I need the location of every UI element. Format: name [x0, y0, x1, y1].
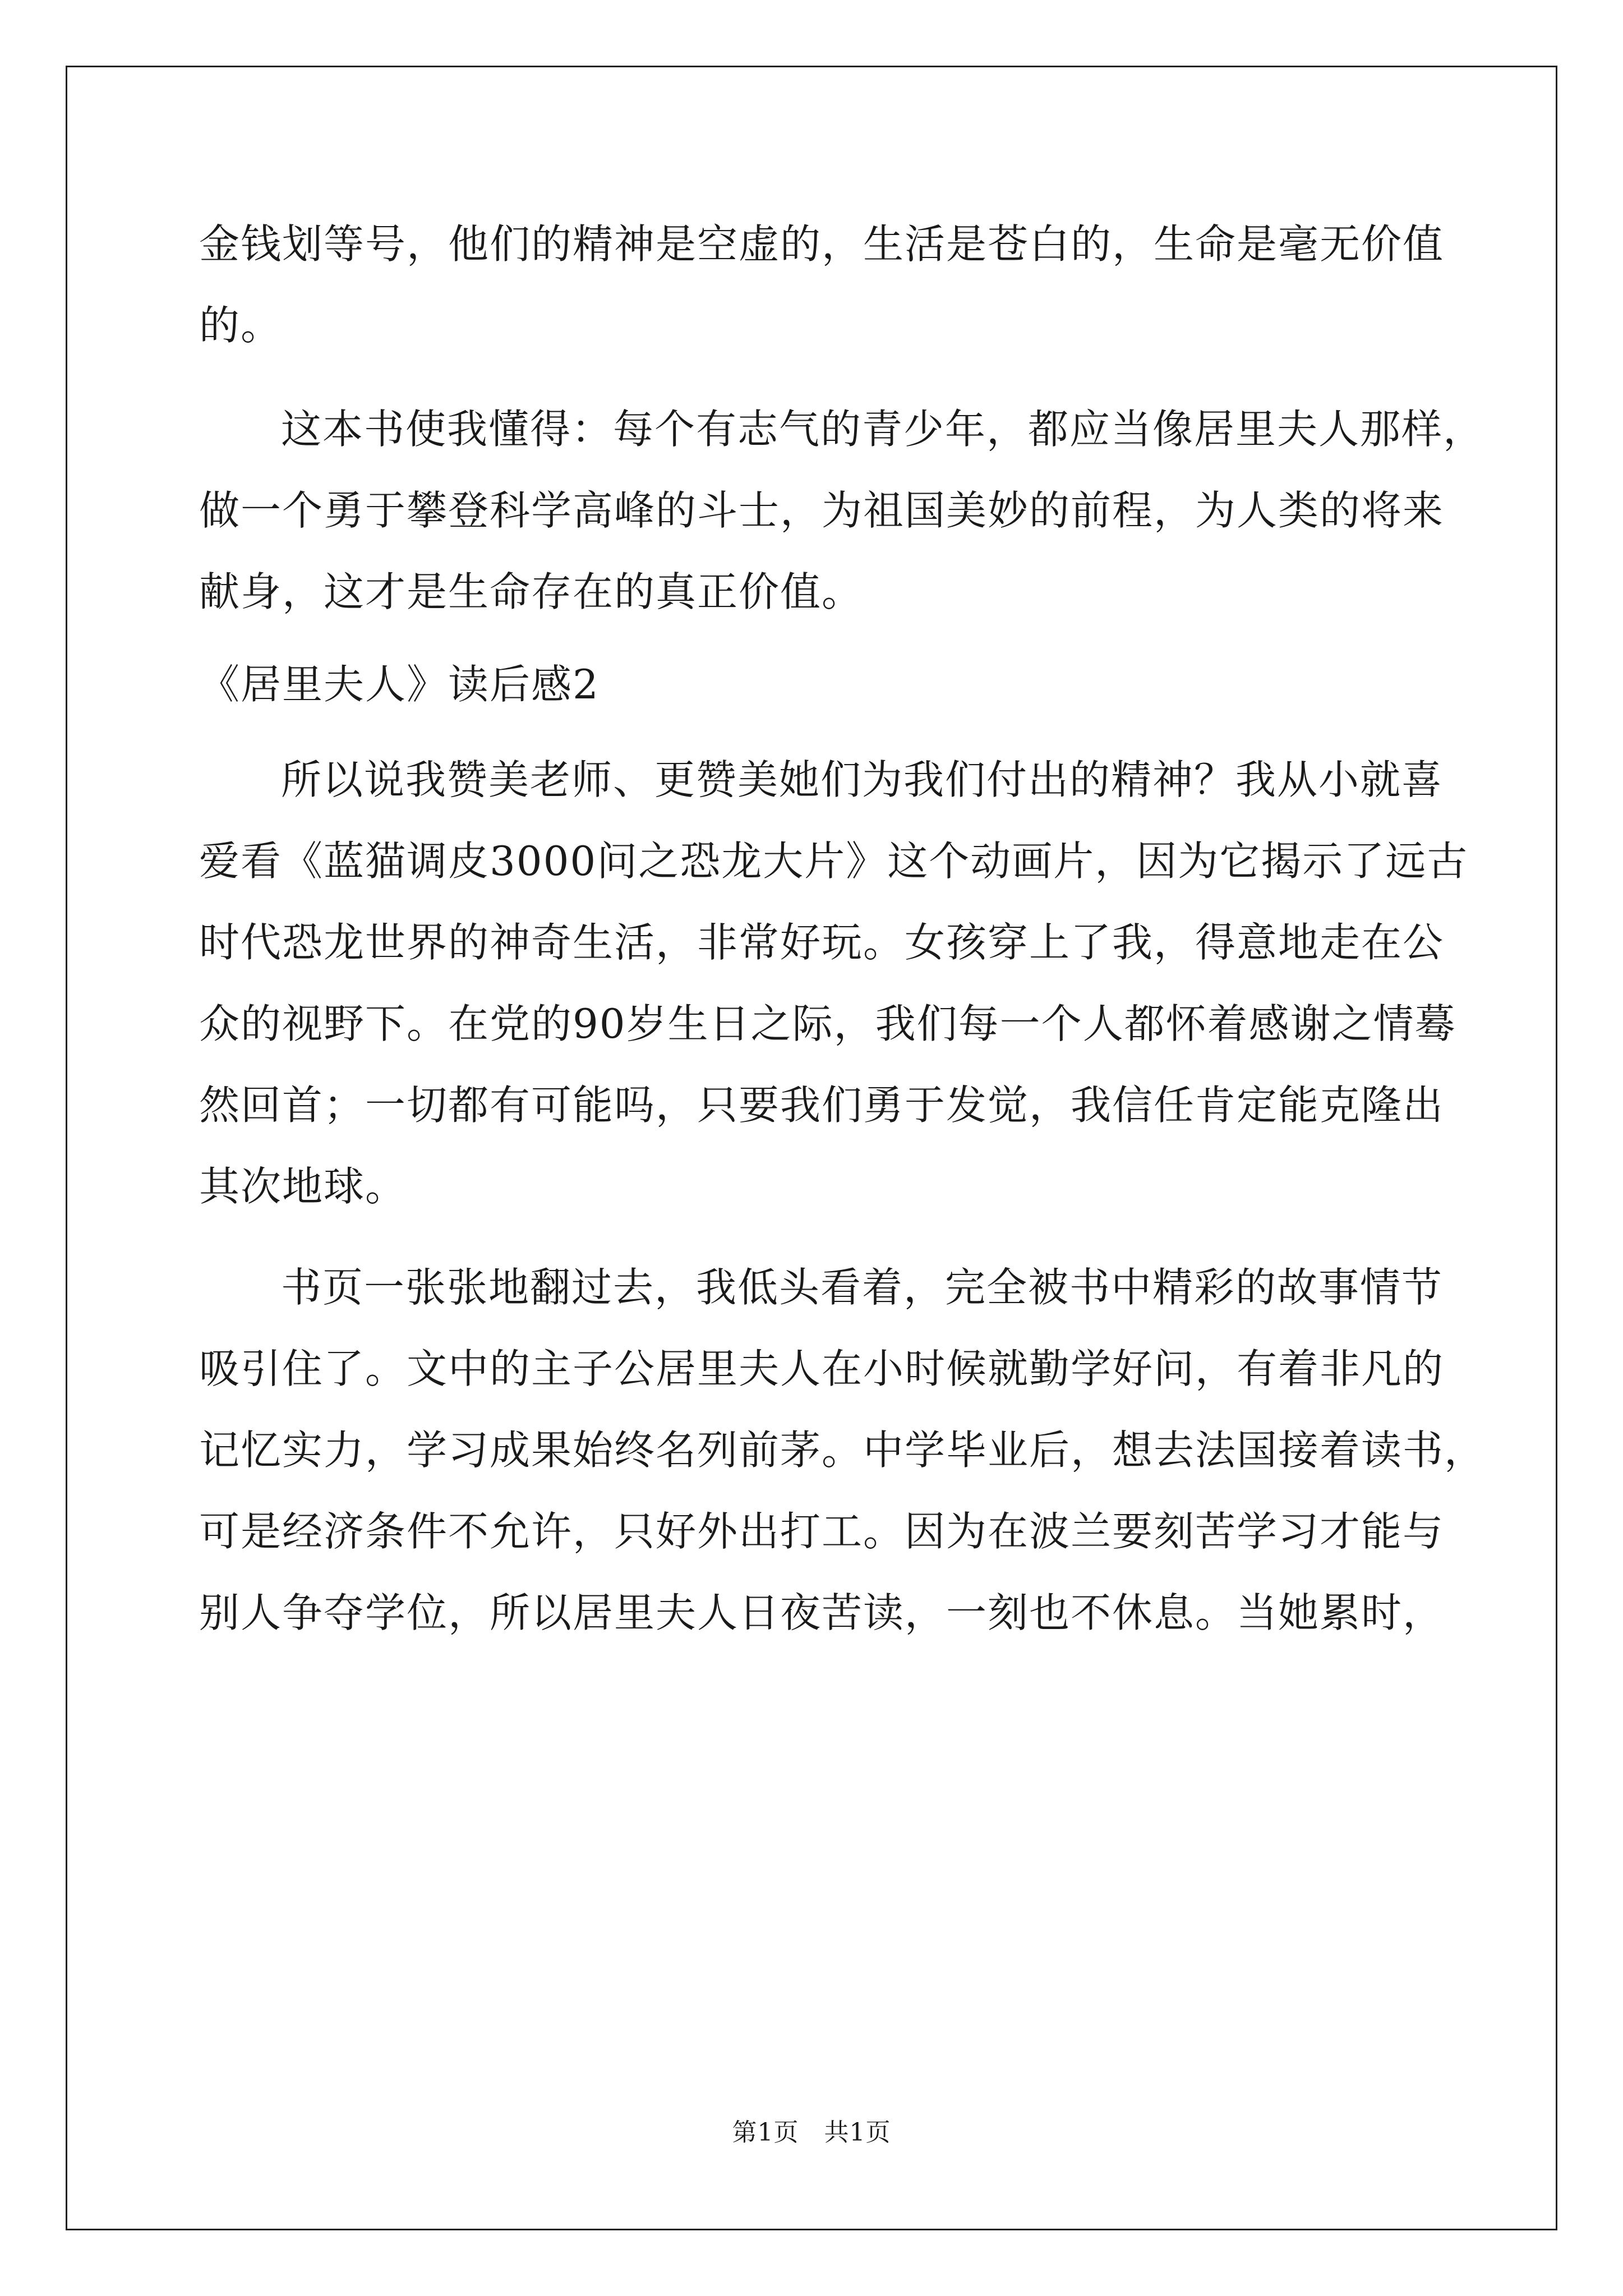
- text-line: 别人争夺学位，所以居里夫人日夜苦读，一刻也不休息。当她累时，: [199, 1589, 1445, 1636]
- paragraph-start-line: 所以说我赞美老师、更赞美她们为我们付出的精神？我从小就喜: [281, 756, 1444, 803]
- text-line: 爱看《蓝猫调皮3000问之恐龙大片》这个动画片，因为它揭示了远古: [199, 838, 1469, 885]
- page-border: [66, 66, 1557, 2230]
- text-line: 金钱划等号，他们的精神是空虚的，生活是苍白的，生命是毫无价值: [199, 220, 1445, 268]
- text-line: 的。: [199, 302, 283, 349]
- paragraph-start-line: 书页一张张地翻过去，我低头看着，完全被书中精彩的故事情节: [281, 1264, 1444, 1311]
- text-line: 众的视野下。在党的90岁生日之际，我们每一个人都怀着感谢之情蓦: [199, 1000, 1456, 1047]
- page-footer: 第1页 共1页: [732, 2118, 891, 2147]
- text-line: 然回首；一切都有可能吗，只要我们勇于发觉，我信任肯定能克隆出: [199, 1082, 1445, 1129]
- text-line: 可是经济条件不允许，只好外出打工。因为在波兰要刻苦学习才能与: [199, 1508, 1445, 1555]
- text-line: 献身，这才是生命存在的真正价值。: [199, 568, 864, 615]
- paragraph-start-line: 这本书使我懂得：每个有志气的青少年，都应当像居里夫人那样，: [281, 406, 1485, 453]
- text-line: 时代恐龙世界的神奇生活，非常好玩。女孩穿上了我，得意地走在公: [199, 919, 1445, 966]
- text-line: 吸引住了。文中的主子公居里夫人在小时候就勤学好问，有着非凡的: [199, 1345, 1445, 1392]
- text-line: 记忆实力，学习成果始终名列前茅。中学毕业后，想去法国接着读书，: [199, 1427, 1486, 1474]
- text-line: 做一个勇于攀登科学高峰的斗士，为祖国美妙的前程，为人类的将来: [199, 487, 1445, 534]
- section-heading: 《居里夫人》读后感2: [199, 661, 600, 708]
- text-line: 其次地球。: [199, 1163, 407, 1210]
